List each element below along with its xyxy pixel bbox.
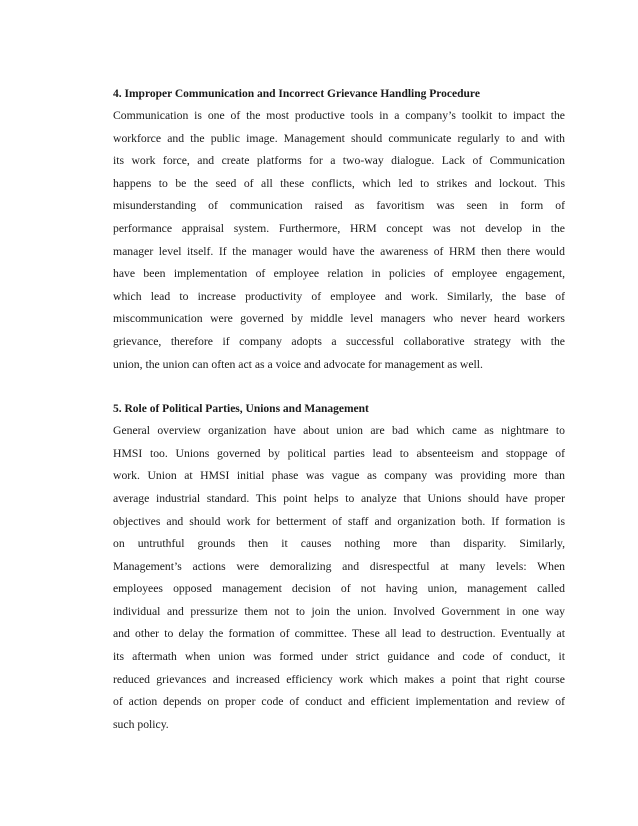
section-spacer	[113, 376, 565, 398]
paragraph-line: HMSI too. Unions governed by political parties lead to absenteeism and stoppage of	[113, 446, 565, 460]
paragraph-line: General overview organization have about union are bad which came as nightmare to	[113, 424, 565, 438]
paragraph-communication	[113, 105, 565, 376]
paragraph-line: its work force, and create platforms for a two-way dialogue. Lack of Communication	[113, 154, 565, 168]
paragraph-line: and other to delay the formation of committee. These all lead to destruction. Eventually at	[113, 627, 565, 641]
paragraph-line: misunderstanding of communication raised as favoritism was seen in form of	[113, 199, 565, 213]
document-page	[113, 83, 565, 736]
paragraph-line: objectives and should work for betterment of staff and organization both. If formation is	[113, 514, 565, 528]
paragraph-line: Management’s actions were demoralizing and disrespectful at many levels: When	[113, 559, 565, 573]
paragraph-line: which lead to increase productivity of employee and work. Similarly, the base of	[113, 289, 565, 303]
paragraph-line: on untruthful grounds then it causes nothing more than disparity. Similarly,	[113, 537, 565, 551]
paragraph-line: individual and pressurize them not to join the union. Involved Government in one way	[113, 604, 565, 618]
paragraph-line: average industrial standard. This point helps to analyze that Unions should have proper	[113, 491, 565, 505]
paragraph-line: union, the union can often act as a voice and advocate for management as well.	[113, 357, 483, 371]
paragraph-line: manager level itself. If the manager would have the awareness of HRM then there would	[113, 244, 565, 258]
paragraph-line: workforce and the public image. Management should communicate regularly to and with	[113, 131, 565, 145]
paragraph-line: such policy.	[113, 717, 169, 731]
section-heading-political-parties: 5. Role of Political Parties, Unions and Management	[113, 403, 369, 416]
paragraph-line: employees opposed management decision of not having union, management called	[113, 582, 565, 596]
paragraph-line: Communication is one of the most productive tools in a company’s toolkit to impact the	[113, 109, 565, 122]
paragraph-line: have been implementation of employee relation in policies of employee engagement,	[113, 267, 565, 281]
section-heading-communication: 4. Improper Communication and Incorrect Grievance Handling Procedure	[113, 88, 480, 100]
paragraph-line: grievance, therefore if company adopts a successful collaborative strategy with the	[113, 334, 565, 348]
paragraph-line: reduced grievances and increased efficiency work which makes a point that right course	[113, 672, 565, 686]
paragraph-line: performance appraisal system. Furthermore, HRM concept was not develop in the	[113, 221, 565, 235]
paragraph-political-parties	[113, 420, 565, 736]
paragraph-line: its aftermath when union was formed under strict guidance and code of conduct, it	[113, 650, 565, 664]
paragraph-line: work. Union at HMSI initial phase was vague as company was providing more than	[113, 469, 565, 483]
paragraph-line: miscommunication were governed by middle level managers who never heard workers	[113, 312, 565, 326]
paragraph-line: happens to be the seed of all these conflicts, which led to strikes and lockout. This	[113, 176, 565, 190]
paragraph-line: of action depends on proper code of conduct and efficient implementation and review of	[113, 695, 565, 709]
